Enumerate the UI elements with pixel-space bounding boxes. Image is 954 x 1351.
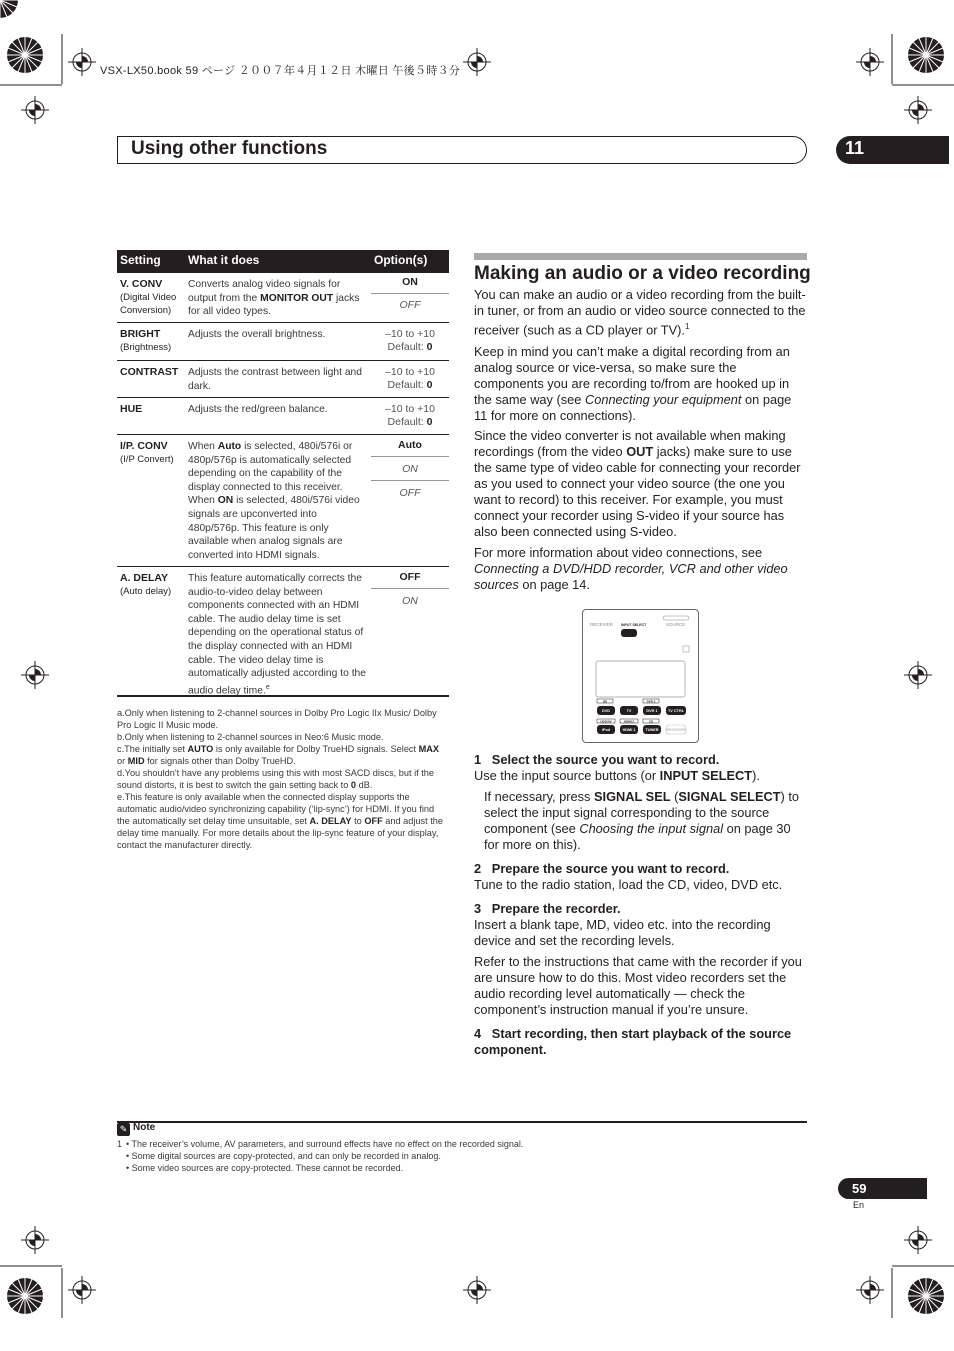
svg-text:SOURCE: SOURCE [666, 622, 686, 627]
setting-desc: Adjusts the red/green balance. [188, 404, 328, 415]
svg-text:BD: BD [602, 699, 608, 704]
step-1-heading: 1 Select the source you want to record. [474, 752, 720, 767]
paragraph: Keep in mind you can’t make a digital recording from an analog source or vice-versa, so make sure the components you are recording to/from are hooked up in the same way (see Connecting your equipment on page 11 for more on connections). [474, 344, 792, 423]
svg-text:HDD/AV: HDD/AV [600, 719, 612, 724]
note-item: 1 • The receiver’s volume, AV parameters, and surround effects have no effect on the recorded signal. [117, 1139, 524, 1149]
remote-illustration [582, 609, 699, 743]
note-pencil-icon: ✎ [117, 1123, 130, 1136]
svg-text:HDMI 2: HDMI 2 [623, 719, 635, 724]
setting-desc: Adjusts the overall brightness. [188, 329, 326, 340]
header-options: Option(s) [374, 253, 428, 267]
option: –10 to +10 [385, 328, 435, 340]
table-row [117, 435, 449, 567]
footnote: c.The initially set AUTO is only available for Dolby TrueHD signals. Select MAX or MID for signals other than Dolby TrueHD. [117, 744, 440, 766]
footnote: b.Only when listening to 2-channel sources in Neo:6 Music mode. [117, 732, 384, 742]
header-what: What it does [188, 253, 260, 267]
footnote: e.This feature is only available when the connected display supports the automatic audio/video synchronizing capability (‘lip-sync’) for HDMI. If you find the automatically set delay time unsuitable, set A. DELAY to OFF and adjust the delay time manually. For more details about the lip-sync feature of your display, contact the manufacturer directly. [117, 792, 444, 850]
option: OFF [399, 571, 421, 583]
table-header [117, 250, 449, 273]
setting-desc: This feature automatically corrects the audio-to-video delay between components connected with an HDMI cable. The audio delay time is set depending on the operational status of the display connected with an HDMI cable. The video delay time is automatically adjusted according to the audio delay time.$^e$ [188, 573, 367, 697]
svg-text:DVR 2: DVR 2 [646, 699, 656, 704]
svg-text:TUNER: TUNER [645, 728, 659, 732]
page-number: 59 [838, 1178, 927, 1199]
step-4-heading: 4 Start recording, then start playback of the source component. [474, 1026, 792, 1057]
setting-sub: (Brightness) [120, 342, 172, 353]
option-divider [371, 588, 449, 589]
svg-text:TV: TV [626, 709, 632, 713]
table-row [117, 398, 449, 435]
table-row [117, 273, 449, 323]
step-1-body: Use the input source buttons (or INPUT SELECT). [474, 768, 760, 783]
table-row [117, 361, 449, 398]
step-1-bullet: If necessary, press SIGNAL SEL (SIGNAL SELECT) to select the input signal corresponding to the source component (see Choosing the input signal on page 30 for more on this). [484, 789, 800, 852]
page-title: Using other functions [131, 138, 328, 159]
note-title: Note [133, 1122, 156, 1133]
note-list [117, 1138, 523, 1174]
step-2-body: Tune to the radio station, load the CD, video, DVD etc. [474, 877, 783, 892]
svg-text:DVD: DVD [601, 709, 611, 713]
section-bar [474, 253, 807, 260]
svg-text:DVR 1: DVR 1 [646, 709, 658, 713]
option: OFF [399, 487, 421, 499]
setting-name: A. DELAY [120, 572, 169, 584]
svg-text:CD: CD [648, 719, 654, 724]
setting-sub: (Digital Video Conversion) [120, 292, 177, 316]
section-title: Making an audio or a video recording [474, 263, 811, 284]
note-divider [117, 1121, 807, 1123]
chapter-tab: 11 [836, 136, 949, 164]
table-row [117, 323, 449, 361]
header-setting: Setting [120, 253, 161, 267]
page-language: En [853, 1200, 865, 1210]
paragraph: You can make an audio or a video recording from the built-in tuner, or from an audio or video source connected to the receiver (such as a CD player or TV).$^1$ [474, 287, 806, 338]
option: ON [402, 595, 418, 607]
option: –10 to +10 [385, 366, 435, 378]
paragraph: Since the video converter is not available when making recordings (from the video OUT jacks) make sure to use the same type of video cable for connecting your recorder as you used to connect your video source (the one you want to record) to this receiver. For example, you must connect your recorder using S-video if your source has also been connected using S-video. [474, 428, 801, 539]
step-2-heading: 2 Prepare the source you want to record. [474, 861, 730, 876]
option-divider [371, 293, 449, 294]
svg-text:iPod: iPod [601, 728, 611, 732]
option: Default: 0 [387, 416, 433, 428]
setting-name: BRIGHT [120, 328, 161, 340]
footnote: a.Only when listening to 2-channel sources in Dolby Pro Logic IIx Music/ Dolby Pro Logic II Music mode. [117, 708, 437, 730]
svg-text:RECEIVER: RECEIVER [590, 622, 614, 627]
footnote: d.You shouldn't have any problems using this with most SACD discs, but if the sound distorts, it is best to switch the gain setting back to 0 dB. [117, 768, 435, 790]
option-divider [371, 456, 449, 457]
step-3-body-2: Refer to the instructions that came with the recorder if you are unsure how to do this. Most video recorders set the audio recording level automatically — check the component’s instruction manual if you’re unsure. [474, 954, 802, 1017]
option-divider [371, 480, 449, 481]
svg-text:INPUT SELECT: INPUT SELECT [621, 623, 647, 627]
setting-name: I/P. CONV [120, 440, 168, 452]
setting-name: CONTRAST [120, 366, 179, 378]
svg-text:HDMI 1: HDMI 1 [622, 728, 636, 732]
option: Default: 0 [387, 379, 433, 391]
paragraph: For more information about video connections, see Connecting a DVD/HDD recorder, VCR and other video sources on page 14. [474, 545, 788, 592]
table-footnotes [117, 707, 449, 851]
setting-desc: Adjusts the contrast between light and dark. [188, 367, 363, 392]
setting-desc: Converts analog video signals for output from the MONITOR OUT jacks for all video types. [188, 279, 360, 318]
setting-desc: When Auto is selected, 480i/576i or 480p/576p is automatically selected depending on the capability of the display connected to this receiver. When ON is selected, 480i/576i video signals are upconverted into 480p/576p. This feature is only available when analog signals are converted into HDMI signals. [188, 441, 360, 561]
option: ON [402, 276, 418, 288]
svg-text:RECEIVER: RECEIVER [666, 728, 686, 732]
option: OFF [399, 299, 421, 311]
setting-name: HUE [120, 403, 143, 415]
book-info-line: VSX-LX50.book 59 ページ ２００７年４月１２日 木曜日 午後５時３分 [100, 65, 461, 77]
option: Default: 0 [387, 341, 433, 353]
step-3-body: Insert a blank tape, MD, video etc. into the recording device and set the recording levels. [474, 917, 771, 948]
svg-text:TV CTRL: TV CTRL [667, 709, 685, 713]
note-item: • Some video sources are copy-protected. These cannot be recorded. [126, 1163, 404, 1173]
table-row [117, 567, 449, 697]
option: –10 to +10 [385, 403, 435, 415]
settings-table [117, 250, 449, 697]
option: ON [402, 463, 418, 475]
setting-sub: (I/P Convert) [120, 454, 174, 465]
step-3-heading: 3 Prepare the recorder. [474, 901, 621, 916]
note-item: • Some digital sources are copy-protected, and can only be recorded in analog. [126, 1151, 441, 1161]
setting-name: V. CONV [120, 278, 163, 290]
setting-sub: (Auto delay) [120, 586, 172, 597]
option: Auto [398, 439, 422, 451]
